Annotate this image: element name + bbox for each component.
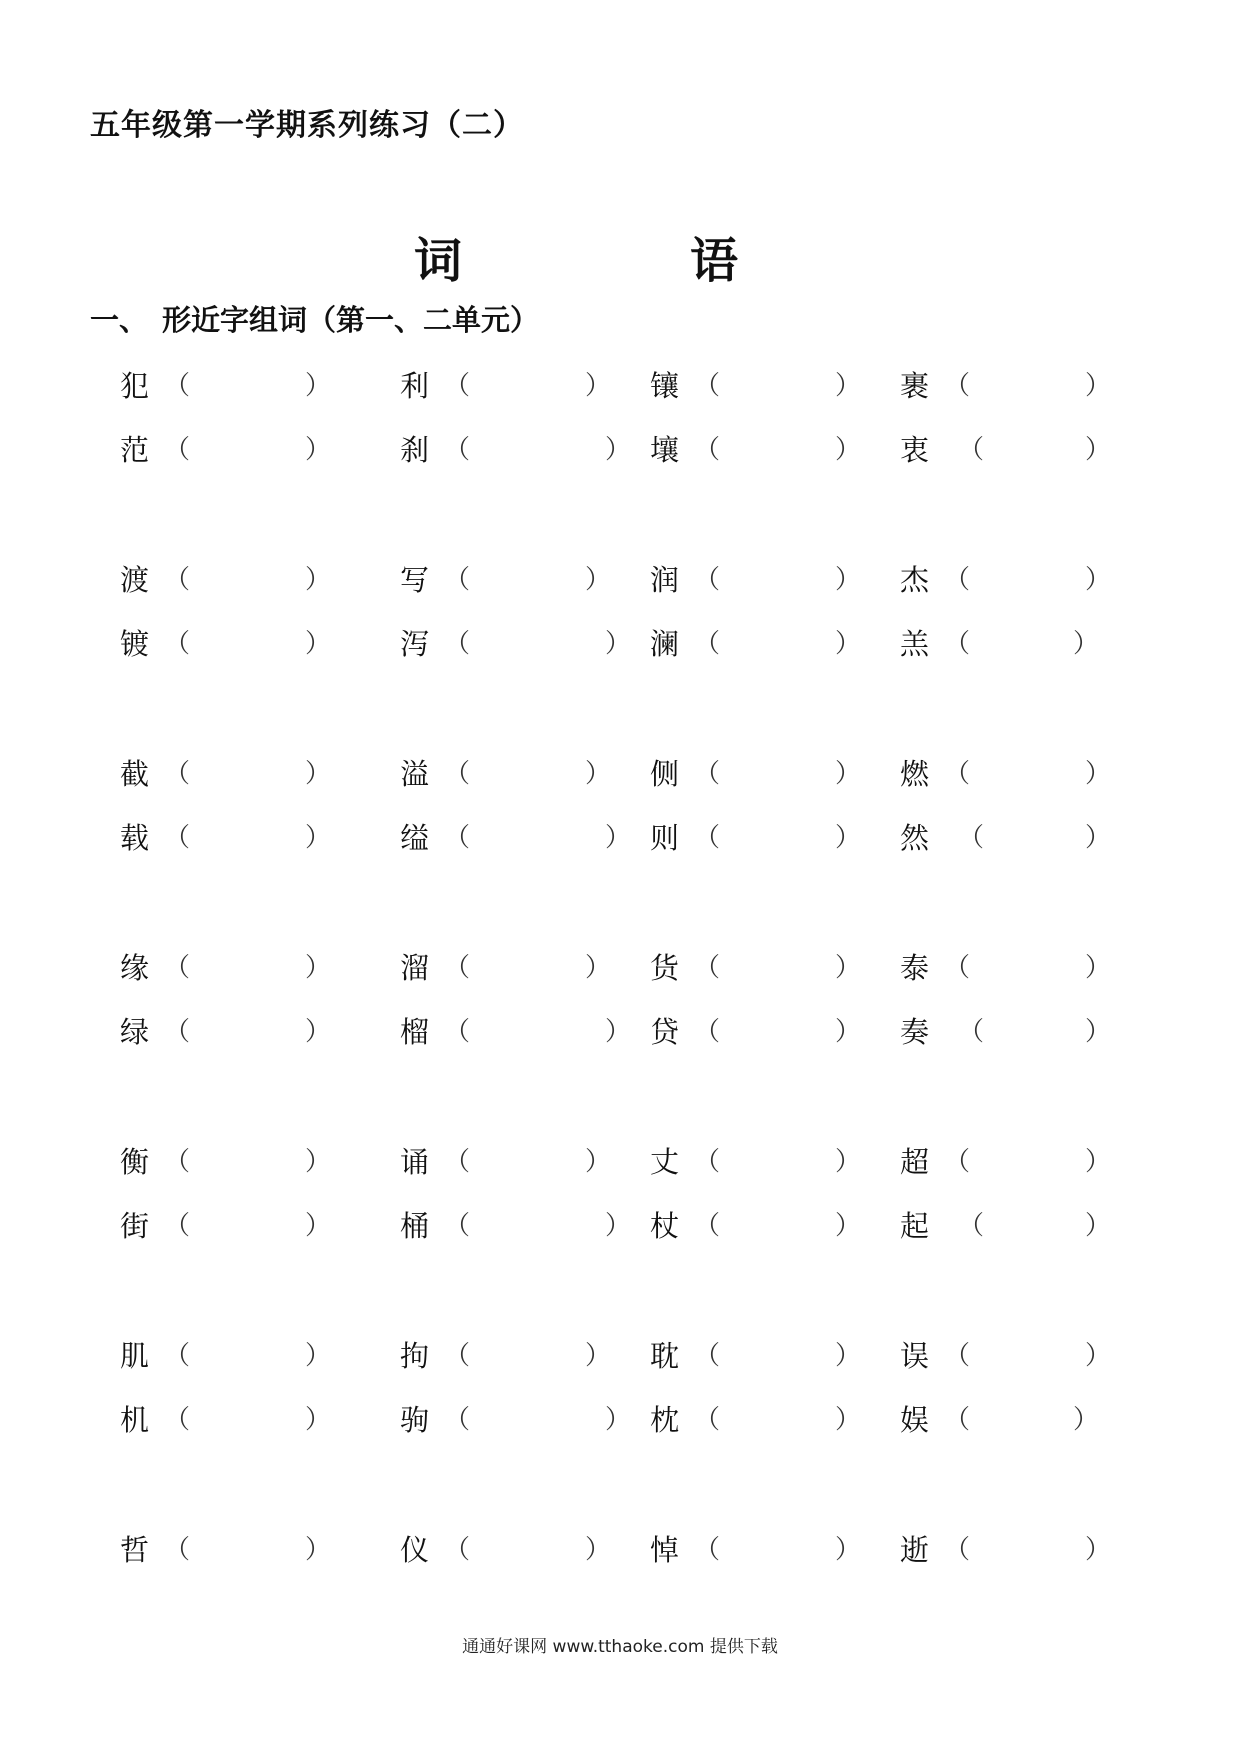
character: 侧 [650, 757, 680, 791]
open-paren: （ [444, 629, 471, 659]
word-item [120, 558, 345, 602]
answer-blank[interactable] [462, 754, 583, 792]
section-title: 形近字组词（第一、二单元） [162, 303, 540, 337]
word-item [650, 816, 875, 860]
word-item [400, 1010, 632, 1054]
close-paren: ） [305, 1405, 332, 1435]
answer-blank[interactable] [712, 624, 833, 662]
exercise-row [0, 1528, 1240, 1572]
answer-blank[interactable] [462, 948, 583, 986]
open-paren: （ [944, 371, 971, 401]
answer-blank[interactable] [962, 560, 1083, 598]
word-item [650, 428, 875, 472]
word-item [650, 622, 875, 666]
close-paren: ） [1085, 565, 1112, 595]
exercise-row [0, 816, 1240, 860]
open-paren: （ [164, 435, 191, 465]
answer-blank[interactable] [182, 560, 303, 598]
close-paren: ） [605, 629, 632, 659]
close-paren: ） [835, 1147, 862, 1177]
character: 超 [900, 1145, 930, 1179]
character: 衡 [120, 1145, 150, 1179]
character: 驹 [400, 1403, 430, 1437]
character: 杖 [650, 1209, 680, 1243]
open-paren: （ [164, 1147, 191, 1177]
answer-blank[interactable] [712, 1400, 833, 1438]
character: 润 [650, 563, 680, 597]
answer-blank[interactable] [962, 1530, 1083, 1568]
answer-blank[interactable] [712, 754, 833, 792]
word-item [650, 1334, 875, 1378]
word-item [900, 364, 1125, 408]
character: 范 [120, 433, 150, 467]
character: 起 [900, 1209, 930, 1243]
section-number: 一、 [90, 303, 149, 337]
open-paren: （ [944, 1535, 971, 1565]
character: 绿 [120, 1015, 150, 1049]
answer-blank[interactable] [712, 1336, 833, 1374]
close-paren: ） [835, 1535, 862, 1565]
word-item [900, 1204, 1125, 1248]
answer-blank[interactable] [182, 624, 303, 662]
word-item [400, 1140, 625, 1184]
exercise-row [0, 1010, 1240, 1054]
word-item [120, 1204, 345, 1248]
character: 衷 [900, 433, 930, 467]
close-paren: ） [835, 953, 862, 983]
word-item [120, 1334, 345, 1378]
word-item [120, 946, 345, 990]
character: 羔 [900, 627, 930, 661]
close-paren: ） [835, 1405, 862, 1435]
open-paren: （ [958, 1211, 985, 1241]
character: 货 [650, 951, 680, 985]
character: 溜 [400, 951, 430, 985]
open-paren: （ [958, 435, 985, 465]
open-paren: （ [694, 565, 721, 595]
close-paren: ） [835, 371, 862, 401]
close-paren: ） [835, 1017, 862, 1047]
answer-blank[interactable] [462, 1206, 603, 1244]
answer-blank[interactable] [462, 366, 583, 404]
character: 贷 [650, 1015, 680, 1049]
word-item [900, 752, 1125, 796]
close-paren: ） [305, 1341, 332, 1371]
word-item [650, 946, 875, 990]
exercise-row [0, 1140, 1240, 1184]
answer-blank[interactable] [462, 624, 603, 662]
word-item [900, 428, 1125, 472]
word-item [120, 752, 345, 796]
open-paren: （ [164, 371, 191, 401]
open-paren: （ [164, 759, 191, 789]
close-paren: ） [1073, 1405, 1100, 1435]
open-paren: （ [444, 565, 471, 595]
close-paren: ） [305, 1017, 332, 1047]
close-paren: ） [305, 759, 332, 789]
character: 枕 [650, 1403, 680, 1437]
exercise-row [0, 622, 1240, 666]
close-paren: ） [835, 565, 862, 595]
answer-blank[interactable] [462, 430, 603, 468]
word-item [900, 622, 1125, 666]
answer-blank[interactable] [712, 366, 833, 404]
word-item [400, 946, 625, 990]
open-paren: （ [164, 1341, 191, 1371]
word-item [120, 1010, 345, 1054]
close-paren: ） [605, 823, 632, 853]
character: 燃 [900, 757, 930, 791]
exercise-row [0, 558, 1240, 602]
character: 镶 [650, 369, 680, 403]
exercise-row [0, 946, 1240, 990]
open-paren: （ [944, 629, 971, 659]
character: 然 [900, 821, 930, 855]
answer-blank[interactable] [182, 1142, 303, 1180]
answer-blank[interactable] [182, 1530, 303, 1568]
close-paren: ） [835, 435, 862, 465]
word-item [900, 1398, 1125, 1442]
close-paren: ） [605, 1017, 632, 1047]
word-item [650, 1010, 875, 1054]
open-paren: （ [164, 823, 191, 853]
answer-blank[interactable] [712, 818, 833, 856]
word-item [400, 1334, 625, 1378]
close-paren: ） [835, 1341, 862, 1371]
open-paren: （ [444, 823, 471, 853]
open-paren: （ [694, 629, 721, 659]
word-item [400, 816, 632, 860]
word-item [120, 1140, 345, 1184]
open-paren: （ [958, 823, 985, 853]
answer-blank[interactable] [962, 624, 1071, 662]
close-paren: ） [305, 823, 332, 853]
close-paren: ） [1085, 371, 1112, 401]
character: 桶 [400, 1209, 430, 1243]
word-item [900, 1334, 1125, 1378]
character: 诵 [400, 1145, 430, 1179]
character: 娱 [900, 1403, 930, 1437]
word-item [650, 1528, 875, 1572]
close-paren: ） [585, 1341, 612, 1371]
open-paren: （ [444, 953, 471, 983]
open-paren: （ [694, 1405, 721, 1435]
open-paren: （ [164, 565, 191, 595]
answer-blank[interactable] [462, 1012, 603, 1050]
exercise-row [0, 1204, 1240, 1248]
open-paren: （ [444, 1147, 471, 1177]
answer-blank[interactable] [712, 1142, 833, 1180]
word-item [650, 1140, 875, 1184]
close-paren: ） [835, 1211, 862, 1241]
word-item [120, 622, 345, 666]
character: 奏 [900, 1015, 930, 1049]
answer-blank[interactable] [962, 948, 1083, 986]
word-item [120, 364, 345, 408]
close-paren: ） [585, 1147, 612, 1177]
close-paren: ） [305, 953, 332, 983]
word-item [400, 1398, 632, 1442]
open-paren: （ [444, 1341, 471, 1371]
close-paren: ） [605, 1211, 632, 1241]
close-paren: ） [1085, 1341, 1112, 1371]
open-paren: （ [444, 371, 471, 401]
close-paren: ） [305, 1147, 332, 1177]
answer-blank[interactable] [182, 430, 303, 468]
close-paren: ） [305, 629, 332, 659]
answer-blank[interactable] [182, 1012, 303, 1050]
worksheet-title: 五年级第一学期系列练习（二） [90, 108, 524, 143]
open-paren: （ [944, 759, 971, 789]
close-paren: ） [1085, 759, 1112, 789]
open-paren: （ [694, 953, 721, 983]
open-paren: （ [694, 1147, 721, 1177]
word-item [400, 1204, 632, 1248]
open-paren: （ [694, 1535, 721, 1565]
close-paren: ） [1085, 1535, 1112, 1565]
answer-blank[interactable] [962, 366, 1083, 404]
close-paren: ） [585, 953, 612, 983]
close-paren: ） [305, 1535, 332, 1565]
character: 仪 [400, 1533, 430, 1567]
word-item [400, 1528, 625, 1572]
open-paren: （ [164, 1017, 191, 1047]
word-item [650, 1204, 875, 1248]
close-paren: ） [1085, 1211, 1112, 1241]
close-paren: ） [835, 823, 862, 853]
close-paren: ） [305, 371, 332, 401]
answer-blank[interactable] [182, 818, 303, 856]
word-item [900, 1010, 1125, 1054]
character: 杰 [900, 563, 930, 597]
exercise-row [0, 1398, 1240, 1442]
word-item [650, 752, 875, 796]
open-paren: （ [694, 823, 721, 853]
character: 丈 [650, 1145, 680, 1179]
exercise-row [0, 428, 1240, 472]
close-paren: ） [585, 565, 612, 595]
character: 镀 [120, 627, 150, 661]
answer-blank[interactable] [462, 560, 583, 598]
exercise-row [0, 364, 1240, 408]
word-item [650, 364, 875, 408]
close-paren: ） [835, 759, 862, 789]
exercise-row [0, 752, 1240, 796]
close-paren: ） [1073, 629, 1100, 659]
word-item [900, 946, 1125, 990]
character: 耽 [650, 1339, 680, 1373]
answer-blank[interactable] [962, 754, 1083, 792]
close-paren: ） [605, 1405, 632, 1435]
main-title-char-1: 词 [414, 233, 463, 289]
character: 载 [120, 821, 150, 855]
close-paren: ） [585, 371, 612, 401]
character: 街 [120, 1209, 150, 1243]
open-paren: （ [944, 1341, 971, 1371]
answer-blank[interactable] [182, 1336, 303, 1374]
character: 缢 [400, 821, 430, 855]
answer-blank[interactable] [182, 1206, 303, 1244]
answer-blank[interactable] [712, 948, 833, 986]
character: 肌 [120, 1339, 150, 1373]
open-paren: （ [444, 1017, 471, 1047]
close-paren: ） [1085, 953, 1112, 983]
word-item [400, 364, 625, 408]
open-paren: （ [694, 371, 721, 401]
character: 刹 [400, 433, 430, 467]
word-item [900, 1528, 1125, 1572]
answer-blank[interactable] [462, 1336, 583, 1374]
open-paren: （ [694, 1211, 721, 1241]
answer-blank[interactable] [182, 948, 303, 986]
character: 泻 [400, 627, 430, 661]
close-paren: ） [585, 1535, 612, 1565]
character: 悼 [650, 1533, 680, 1567]
word-item [900, 558, 1125, 602]
answer-blank[interactable] [462, 1142, 583, 1180]
character: 机 [120, 1403, 150, 1437]
close-paren: ） [605, 435, 632, 465]
close-paren: ） [835, 629, 862, 659]
answer-blank[interactable] [462, 1400, 603, 1438]
character: 误 [900, 1339, 930, 1373]
character: 缘 [120, 951, 150, 985]
close-paren: ） [585, 759, 612, 789]
character: 泰 [900, 951, 930, 985]
answer-blank[interactable] [962, 818, 1083, 856]
character: 溢 [400, 757, 430, 791]
open-paren: （ [944, 1147, 971, 1177]
open-paren: （ [164, 953, 191, 983]
word-item [650, 1398, 875, 1442]
answer-blank[interactable] [962, 1206, 1083, 1244]
character: 逝 [900, 1533, 930, 1567]
word-item [120, 428, 345, 472]
close-paren: ） [305, 1211, 332, 1241]
character: 则 [650, 821, 680, 855]
close-paren: ） [1085, 435, 1112, 465]
answer-blank[interactable] [712, 1206, 833, 1244]
open-paren: （ [694, 435, 721, 465]
answer-blank[interactable] [962, 1400, 1071, 1438]
character: 利 [400, 369, 430, 403]
open-paren: （ [944, 565, 971, 595]
footer-credit: 通通好课网 www.tthaoke.com 提供下载 [462, 1637, 778, 1657]
main-title-char-2: 语 [690, 233, 739, 289]
character: 写 [400, 563, 430, 597]
word-item [900, 816, 1125, 860]
word-item [400, 752, 625, 796]
open-paren: （ [444, 435, 471, 465]
character: 渡 [120, 563, 150, 597]
open-paren: （ [164, 1211, 191, 1241]
character: 壤 [650, 433, 680, 467]
answer-blank[interactable] [182, 1400, 303, 1438]
close-paren: ） [1085, 823, 1112, 853]
answer-blank[interactable] [462, 818, 603, 856]
open-paren: （ [694, 759, 721, 789]
character: 拘 [400, 1339, 430, 1373]
word-item [120, 1528, 345, 1572]
exercise-row [0, 1334, 1240, 1378]
answer-blank[interactable] [712, 560, 833, 598]
word-item [120, 816, 345, 860]
word-item [650, 558, 875, 602]
open-paren: （ [444, 1405, 471, 1435]
close-paren: ） [1085, 1017, 1112, 1047]
close-paren: ） [305, 565, 332, 595]
answer-blank[interactable] [182, 754, 303, 792]
answer-blank[interactable] [712, 1530, 833, 1568]
open-paren: （ [444, 1535, 471, 1565]
answer-blank[interactable] [962, 430, 1083, 468]
open-paren: （ [164, 1535, 191, 1565]
answer-blank[interactable] [962, 1142, 1083, 1180]
open-paren: （ [164, 629, 191, 659]
open-paren: （ [944, 1405, 971, 1435]
open-paren: （ [694, 1341, 721, 1371]
answer-blank[interactable] [182, 366, 303, 404]
word-item [120, 1398, 345, 1442]
character: 裹 [900, 369, 930, 403]
character: 哲 [120, 1533, 150, 1567]
answer-blank[interactable] [962, 1336, 1083, 1374]
open-paren: （ [444, 759, 471, 789]
open-paren: （ [958, 1017, 985, 1047]
character: 榴 [400, 1015, 430, 1049]
word-item [400, 428, 632, 472]
answer-blank[interactable] [462, 1530, 583, 1568]
answer-blank[interactable] [962, 1012, 1083, 1050]
character: 截 [120, 757, 150, 791]
close-paren: ） [305, 435, 332, 465]
open-paren: （ [164, 1405, 191, 1435]
close-paren: ） [1085, 1147, 1112, 1177]
word-item [400, 558, 625, 602]
open-paren: （ [694, 1017, 721, 1047]
character: 犯 [120, 369, 150, 403]
answer-blank[interactable] [712, 430, 833, 468]
word-item [900, 1140, 1125, 1184]
open-paren: （ [444, 1211, 471, 1241]
character: 澜 [650, 627, 680, 661]
word-item [400, 622, 632, 666]
answer-blank[interactable] [712, 1012, 833, 1050]
open-paren: （ [944, 953, 971, 983]
